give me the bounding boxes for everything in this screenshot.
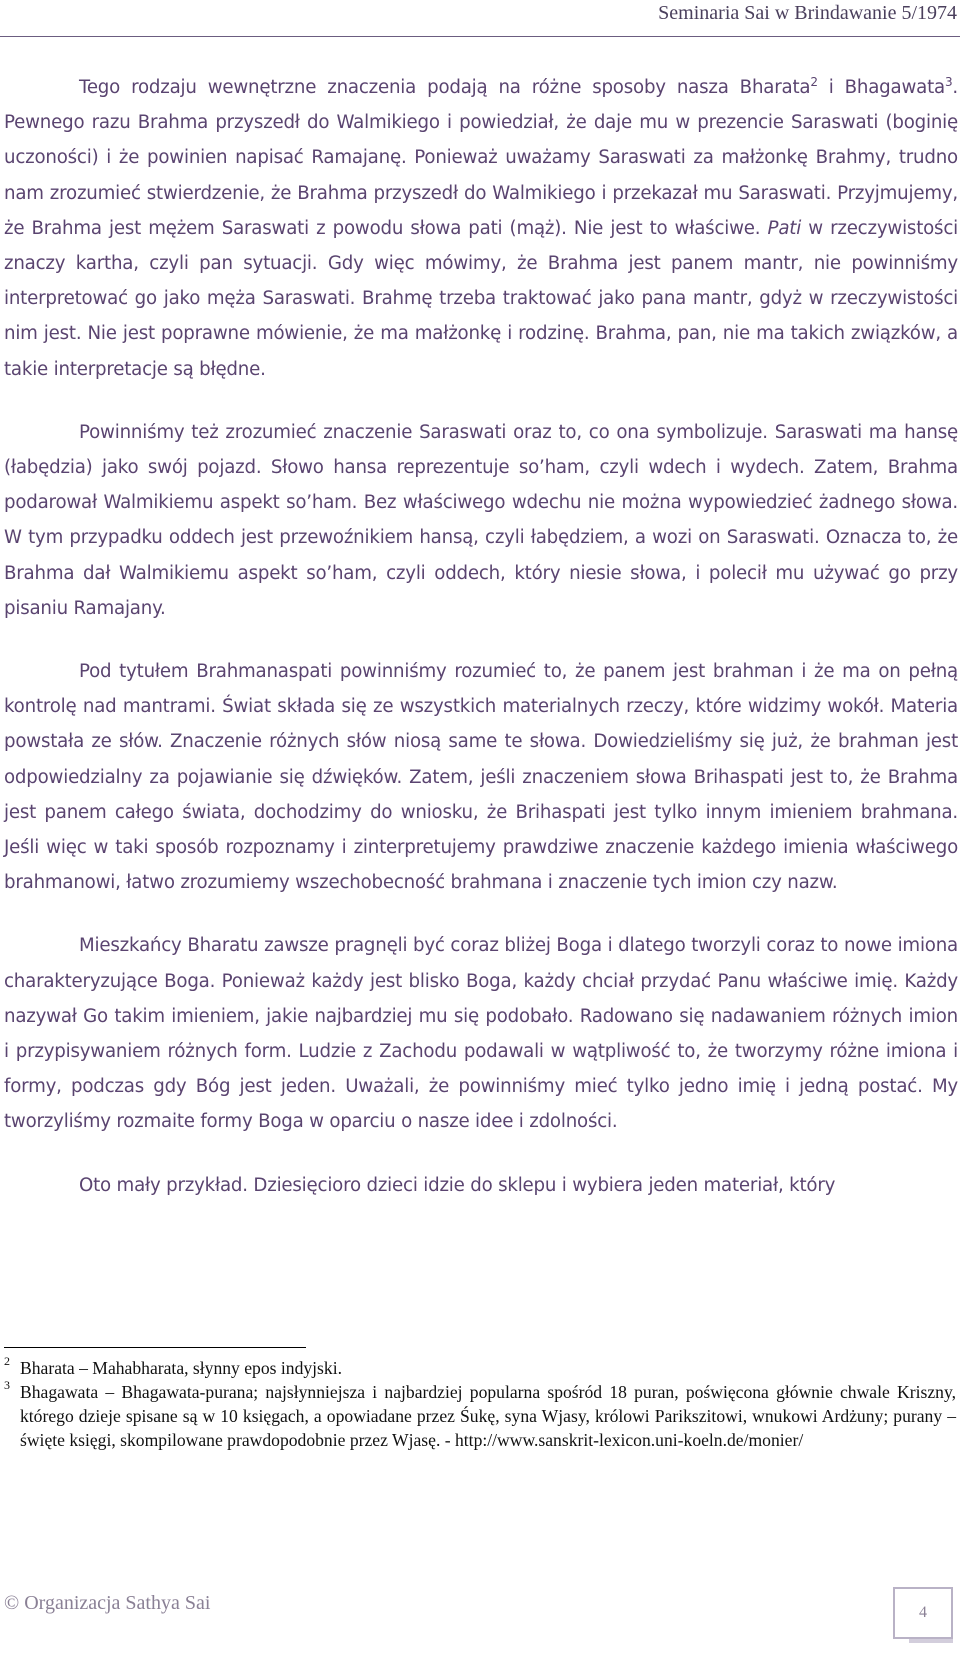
paragraph-5: Oto mały przykład. Dziesięcioro dzieci idzie do sklepu i wybiera jeden materiał, który bbox=[79, 1174, 836, 1196]
running-header: Seminaria Sai w Brindawanie 5/1974 bbox=[658, 2, 957, 24]
footnote-number: 3 bbox=[4, 1378, 10, 1392]
paragraph-1: Tego rodzaju wewnętrzne znaczenia podają na różne sposoby nasza Bharata$^2$ i Bhagawata$^3$. Pewnego razu Brahma przyszedł do Walmikiego i powiedział, że daje mu w prezencie Saraswati (boginię uczoności) i że powinien napisać Ramajanę. Ponieważ uważamy Saraswati za małżonkę Brahmy, trudno nam zrozumieć stwierdzenie, że Brahma przyszedł do Walmikiego i przekazał mu Saraswati. Przyjmujemy, że Brahma jest mężem Saraswati z powodu słowa pati (mąż). Nie jest to właściwe. Pati w rzeczywistości znaczy kartha, czyli pan sytuacji. Gdy więc mówimy, że Brahma jest panem mantr, nie powinniśmy interpretować go jako męża Saraswati. Brahmę trzeba traktować jako pana mantr, gdyż w rzeczywistości nim jest. Nie jest poprawne mówienie, że ma małżonkę i rodzinę. Brahma, pan, nie ma takich związków, a takie interpretacje są błędne. bbox=[4, 74, 958, 380]
header-rule bbox=[0, 36, 960, 37]
footnote-2 bbox=[4, 1356, 956, 1380]
emphasis-pati: Pati bbox=[767, 217, 802, 239]
footnote-ref-2[interactable]: 2 bbox=[810, 74, 818, 89]
page-number: 4 bbox=[893, 1587, 953, 1639]
footnotes bbox=[4, 1356, 956, 1452]
footnote-text: Bhagawata – Bhagawata-purana; najsłynniejsza i najbardziej popularna spośród 18 puran, poświęcona głównie chwale Kriszny, którego dzieje spisane są w 10 księgach, a opowiadane przez Śukę, syna Wjasy, królowi Parikszitowi, wnukowi Ardżuny; purany – święte księgi, skompilowane prawdopodobnie przez Wjasę. - http://www.sanskrit-lexicon.uni-koeln.de/monier/ bbox=[20, 1382, 956, 1450]
paragraph-4: Mieszkańcy Bharatu zawsze pragnęli być coraz bliżej Boga i dlatego tworzyli coraz to nowe imiona charakteryzujące Boga. Ponieważ każdy jest blisko Boga, każdy chciał przydać Panu właściwe imię. Każdy nazywał Go takim imieniem, jakie najbardziej mu się podobało. Radowano się nadawaniem różnych imion i przypisywaniem różnych form. Ludzie z Zachodu podawali w wątpliwość to, że tworzymy różne imiona i formy, podczas gdy Bóg jest jeden. Uważali, że powinniśmy mieć tylko jedno imię i jedną postać. My tworzyliśmy rozmaite formy Boga w oparciu o nasze idee i zdolności. bbox=[4, 935, 958, 1133]
main-text bbox=[4, 70, 958, 1203]
footnote-3 bbox=[4, 1380, 956, 1452]
footnote-ref-3[interactable]: 3 bbox=[944, 74, 953, 89]
paragraph-2: Powinniśmy też zrozumieć znaczenie Saraswati oraz to, co ona symbolizuje. Saraswati ma hansę (łabędzia) jako swój pojazd. Słowo hansa reprezentuje so’ham, czyli wdech i wydech. Zatem, Brahma podarował Walmikiemu aspekt so’ham. Bez właściwego wdechu nie można wypowiedzieć żadnego słowa. W tym przypadku oddech jest przewoźnikiem hansą, czyli łabędziem, a wozi on Saraswati. Oznacza to, że Brahma dał Walmikiemu aspekt so’ham, czyli oddech, który niesie słowa, i polecił mu używać go przy pisaniu Ramajany. bbox=[4, 421, 958, 619]
footnote-number: 2 bbox=[4, 1354, 10, 1368]
paragraph-3: Pod tytułem Brahmanaspati powinniśmy rozumieć to, że panem jest brahman i że ma on pełną kontrolę nad mantrami. Świat składa się ze wszystkich materialnych rzeczy, które widzimy wokół. Materia powstała ze słów. Znaczenie różnych słów niosą same te słowa. Dowiedzieliśmy się już, że brahman jest odpowiedzialny za pojawianie się dźwięków. Zatem, jeśli znaczeniem słowa Brihaspati jest to, że Brahma jest panem całego świata, dochodzimy do wniosku, że Brihaspati jest tylko innym imieniem brahmana. Jeśli więc w taki sposób rozpoznamy i zinterpretujemy prawdziwe znaczenie każdego imienia właściwego brahmanowi, łatwo zrozumiemy wszechobecność brahmana i znaczenie tych imion czy nazw. bbox=[4, 661, 958, 894]
copyright-footer: © Organizacja Sathya Sai bbox=[4, 1592, 211, 1614]
footnote-separator bbox=[4, 1347, 306, 1348]
footnote-text: Bharata – Mahabharata, słynny epos indyjski. bbox=[20, 1358, 342, 1378]
